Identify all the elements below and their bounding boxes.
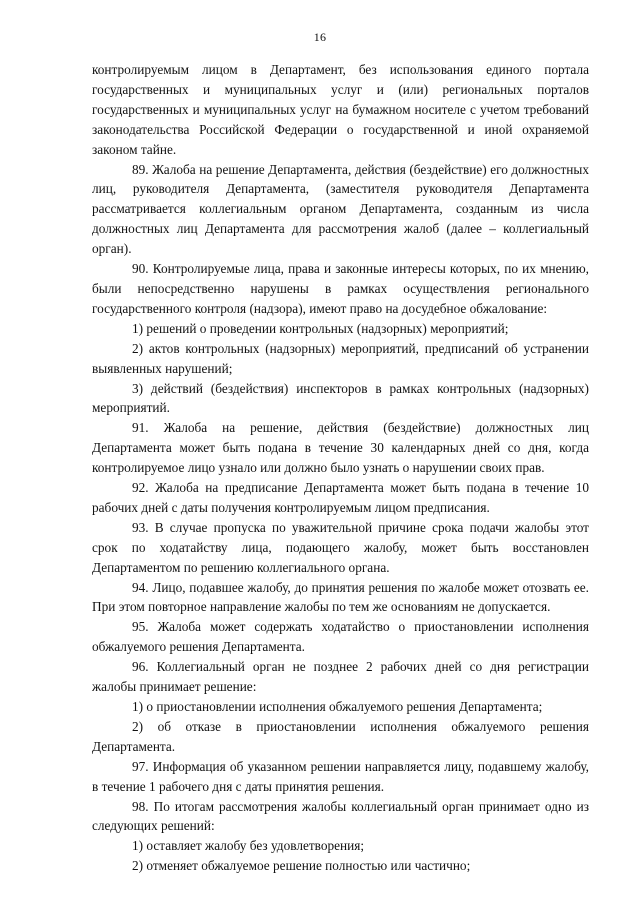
paragraph: 97. Информация об указанном решении направляется лицу, подавшему жалобу, в течение 1 рабочего дня с даты принятия решения. [92,758,589,794]
document-body [92,60,589,876]
paragraph: 94. Лицо, подавшее жалобу, до принятия решения по жалобе может отозвать ее. При этом повторное направление жалобы по тем же основаниям не допускается. [92,579,589,615]
paragraph: 96. Коллегиальный орган не позднее 2 рабочих дней со дня регистрации жалобы принимает решение: [92,659,589,695]
list-item: 1) о приостановлении исполнения обжалуемого решения Департамента; [132,699,543,714]
paragraph: 95. Жалоба может содержать ходатайство о приостановлении исполнения обжалуемого решения Департамента. [92,619,589,655]
list-item: 2) об отказе в приостановлении исполнения обжалуемого решения Департамента. [92,718,589,754]
page-number: 16 [313,30,327,44]
paragraph: контролируемым лицом в Департамент, без использования единого портала государственных и муниципальных услуг и (или) региональных порталов государственных и муниципальных услуг на бумажном носителе с учетом требований законодательства Российской Федерации о государственной и иной охраняемой законом тайне. [92,62,589,157]
paragraph: 91. Жалоба на решение, действия (бездействие) должностных лиц Департамента может быть подана в течение 30 календарных дней со дня, когда контролируемое лицо узнало или должно было узнать о нарушении своих прав. [92,420,589,476]
paragraph: 92. Жалоба на предписание Департамента может быть подана в течение 10 рабочих дней с даты получения контролируемым лицом предписания. [92,480,589,515]
list-item: 2) отменяет обжалуемое решение полностью или частично; [132,858,471,874]
list-item: 1) решений о проведении контрольных (надзорных) мероприятий; [132,320,509,336]
list-item: 1) оставляет жалобу без удовлетворения; [132,838,365,854]
list-item: 2) актов контрольных (надзорных) мероприятий, предписаний об устранении выявленных нарушений; [92,340,589,376]
paragraph: 93. В случае пропуска по уважительной причине срока подачи жалобы этот срок по ходатайству лица, подающего жалобу, может быть восстановлен Департаментом по решению коллегиального органа. [92,519,589,575]
list-item: 3) действий (бездействия) инспекторов в рамках контрольных (надзорных) мероприятий. [92,380,589,416]
paragraph: 98. По итогам рассмотрения жалобы коллегиальный орган принимает одно из следующих решений: [92,798,589,834]
paragraph: 90. Контролируемые лица, права и законные интересы которых, по их мнению, были непосредственно нарушены в рамках осуществления регионального государственного контроля (надзора), имеют право на досудебное обжалование: [92,261,589,316]
paragraph: 89. Жалоба на решение Департамента, действия (бездействие) его должностных лиц, руководителя Департамента, (заместителя руководителя Департамента рассматривается коллегиальным органом Департамента, созданным из числа должностных лиц Департамента для рассмотрения жалоб (далее – коллегиальный орган). [92,161,589,257]
